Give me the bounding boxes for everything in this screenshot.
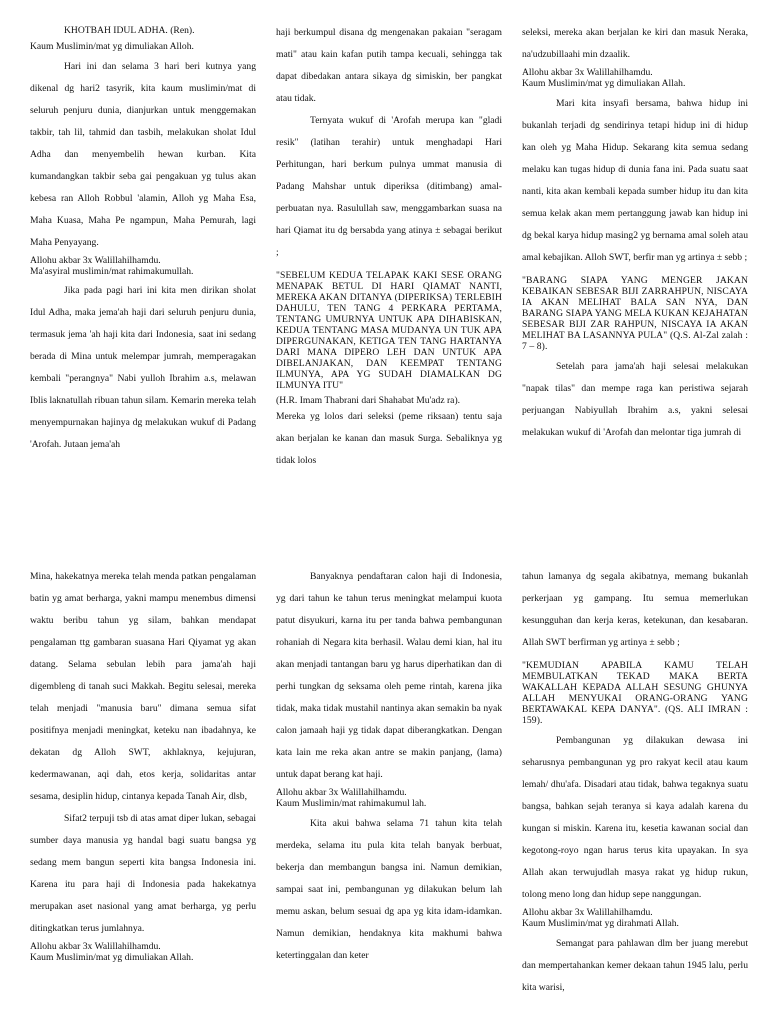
quoted-scripture: "SEBELUM KEDUA TELAPAK KAKI SESE ORANG MENAPAK BETUL DI HARI QIAMAT NANTI, MEREKA AKAN DITANYA (DIPERIKSA) TERLEBIH DAHULU, TEN TANG 4 PERKARA PERTAMA, TENTANG UMURNYA UNTUK APA DIHABISKAN, KEDUA TENTANG MASA MUDANYA UN TUK APA DIPERGUNAKAN, KETIGA TEN TANG HARTANYA DARI MANA DIPERO LEH DAN UNTUK APA DIBELANJAKAN, DAN KEEMPAT TENTANG ILMUNYA, APA YG SUDAH DIAMALKAN DG ILMUNYA ITU": [276, 270, 502, 391]
body-paragraph: Banyaknya pendaftaran calon haji di Indonesia, yg dari tahun ke tahun terus meningkat melampui kuota patut disyukuri, karna itu per tanda bahwa pembangunan rohaniah di Negara kita berhasil. Walau demi kian, hal itu akan menjadi tantangan baru yg harus diperhatikan dan di perhi tungkan dg seksama oleh peme rintah, karena jika tidak, maka tidak mustahil nantinya akan semakin ba nyak calon jamaah haji yg tidak dapat diberangkatkan. Dengan kata lain me reka akan antre se makin panjang, (lama) untuk dapat berang kat haji.: [276, 571, 502, 780]
page-bottom-section: [0, 566, 768, 1024]
body-paragraph-continued: Mina, hakekatnya mereka telah menda patkan pengalaman batin yg amat berharga, yakni mampu menembus dimensi waktu beribu tahun yg silam, bahkan mendapat pengalaman ttg gambaran suasana Hari Qiyamat yg akan datang. Selama sebulan lebih para jama'ah haji digembleng di tanah suci Makkah. Begitu selesai, mereka telah menjadi "manusia baru" dimana semua sifat positifnya menjadi meningkat, keteku nan ibadahnya, ke dekatan dg Alloh SWT, akhlaknya, kejujuran, kedermawanan, aqi dah, etos kerja, solidaritas antar sesama, desiplin hidup, cintanya kepada Tanah Air, dlsb,: [30, 571, 256, 802]
quoted-scripture: "KEMUDIAN APABILA KAMU TELAH MEMBULATKAN TEKAD MAKA BERTA WAKALLAH KEPADA ALLAH SESUNG GHUNYA ALLAH MENYUKAI ORANG-ORANG YANG BERTAWAKAL KEPA DANYA". (QS. ALI IMRAN : 159).: [522, 660, 748, 726]
body-paragraph-continued: seleksi, mereka akan berjalan ke kiri dan masuk Neraka, na'udzubillaahi min dzaalik.: [522, 27, 748, 60]
top-column-3: [522, 22, 748, 510]
salutation-line: Kaum Muslimin/mat yg dimuliakan Allah.: [522, 77, 686, 89]
salutation-line: Kaum Muslimin/mat rahimakumul lah.: [276, 797, 427, 809]
salutation-line: Allohu akbar 3x Walillahilhamdu.: [276, 787, 407, 798]
salutation-line: Allohu akbar 3x Walillahilhamdu.: [522, 67, 653, 78]
bottom-column-1: [30, 566, 256, 1024]
body-paragraph: Mari kita insyafi bersama, bahwa hidup ini bukanlah terjadi dg sendirinya tetapi hidup ini di hidup kan oleh yg Maha Hidup. Sekarang kita semua sedang melaku kan tugas hidup di dunia fana ini. Pada suatu saat nanti, kita akan kembali kepada sumber hidup itu dan kita semua kelak akan mem pertanggung jawab kan hidup ini dg bekal karya hidup masing2 yg bernama amal soleh atau amal kebajikan. Alloh SWT, berfir man yg artinya ± sebb ;: [522, 97, 748, 263]
body-paragraph: Kita akui bahwa selama 71 tahun kita telah merdeka, selama itu pula kita telah banyak berbuat, bekerja dan membangun bangsa ini. Namun demikian, sampai saat ini, pembangunan yg dilakukan belum lah memu askan, belum sesuai dg apa yg kita idam-idamkan. Namun demikian, hendaknya kita makhumi bahwa ketertinggalan dan keter: [276, 817, 502, 961]
body-paragraph: Semangat para pahlawan dlm ber juang merebut dan mempertahankan kemer dekaan tahun 1945 lalu, perlu kita warisi,: [522, 937, 748, 993]
hadith-reference: (H.R. Imam Thabrani dari Shahabat Mu'adz ra).: [276, 395, 461, 406]
salutation-line: Allohu akbar 3x Walillahilhamdu.: [522, 907, 653, 918]
bottom-column-3: [522, 566, 748, 1024]
body-paragraph-continued: tahun lamanya dg segala akibatnya, memang bukanlah perkerjaan yg gampang. Itu semua memerlukan kesungguhan dan kerja keras, ketekunan, dan kesabaran. Allah SWT berfirman yg artinya ± sebb ;: [522, 571, 748, 648]
salutation-line: Ma'asyiral muslimin/mat rahimakumullah.: [30, 265, 194, 277]
top-column-2: [276, 22, 502, 510]
body-paragraph: Setelah para jama'ah haji selesai melakukan "napak tilas" dan mempe raga kan peristiwa sejarah perjuangan Nabiyullah Ibrahim a.s, yakni selesai melakukan wukuf di 'Arofah dan melontar tiga jumrah di: [522, 360, 748, 438]
salutation-line: Kaum Muslimin/mat yg dimuliakan Allah.: [30, 951, 194, 963]
body-paragraph: Pembangunan yg dilakukan dewasa ini seharusnya pembangunan yg pro rakyat kecil atau kaum lemah/ dhu'afa. Disadari atau tidak, bahwa tegaknya suatu bangsa, bahkan sejah teranya si kaya adalah karena du kungan si miskin. Karena itu, kesetia kawanan social dan kegotong-royo ngan harus terus kita upayakan. In sya Allah akan terwujudlah masya rakat yg hidup rukun, tolong meno long dan hidup sepe nanggungan.: [522, 735, 748, 900]
body-paragraph: Hari ini dan selama 3 hari beri kutnya yang dikenal dg hari2 tasyrik, kita kaum muslimin/mat di seluruh penjuru dunia, dianjurkan untuk menggemakan takbir, tah lil, tahmid dan tasbih, melakukan sholat Idul Adha dan menyembelih hewan kurban. Kita kumandangkan takbir seba gai pengakuan yg tulus akan kebesa ran Alloh Robbul 'alamin, Alloh yg Maha Esa, Maha Kuasa, Maha Pe ngampun, Maha Pemurah, lagi Maha Penyayang.: [30, 60, 256, 248]
body-paragraph-continued: haji berkumpul disana dg mengenakan pakaian "seragam mati" atau kain kafan putih tampa kecuali, sehingga tak dapat dibedakan antara sikaya dg simiskin, ber pangkat atau tidak.: [276, 27, 502, 104]
salutation-line: Allohu akbar 3x Walillahilhamdu.: [30, 254, 161, 266]
body-paragraph: Sifat2 terpuji tsb di atas amat diper lukan, sebagai sumber daya manusia yg handal bagi suatu bangsa yg sedang mem bangun seperti kita bangsa Indonesia ini. Karena itu para haji di Indonesia pada hakekatnya merupakan aset nasional yang amat berharga, yg perlu ditingkatkan terus jumlahnya.: [30, 813, 256, 934]
top-column-1: [30, 22, 256, 510]
salutation-line: Allohu akbar 3x Walillahilhamdu.: [30, 941, 161, 952]
body-paragraph: Jika pada pagi hari ini kita men dirikan sholat Idul Adha, maka jema'ah haji dari seluruh penjuru dunia, termasuk jema 'ah haji kita dari Indonesia, saat ini sedang berada di Mina untuk melempar jumrah, memperagakan kembali "perangnya" Nabi yulloh Ibrahim a.s, melawan Iblis laknatullah ribuan tahun silam. Kemarin mereka telah menyempurnakan hajinya dg melakukan wukuf di Padang 'Arofah. Jutaan jema'ah: [30, 285, 256, 451]
body-paragraph-continued: Mereka yg lolos dari seleksi (peme riksaan) tentu saja akan berjalan ke kanan dan masuk Surga. Sebaliknya yg tidak lolos: [276, 411, 502, 466]
salutation-line: Kaum Muslimin/mat yg dirahmati Allah.: [522, 917, 679, 929]
document-title: KHOTBAH IDUL ADHA. (Ren).: [64, 25, 195, 36]
quoted-scripture: "BARANG SIAPA YANG MENGER JAKAN KEBAIKAN SEBESAR BIJI ZARRAHPUN, NISCAYA IA AKAN MELIHAT BALA SAN NYA, DAN BARANG SIAPA YANG MELA KUKAN KEJAHATAN SEBESAR BIJI ZAR RAHPUN, NISCAYA IA AKAN MELIHAT BA LASANNYA PULA" (Q.S. Al-Zal zalah : 7 – 8).: [522, 274, 748, 352]
page-top-section: [0, 22, 768, 510]
salutation-line: Kaum Muslimin/mat yg dimuliakan Alloh.: [30, 41, 194, 52]
bottom-column-2: [276, 566, 502, 1024]
body-paragraph: Ternyata wukuf di 'Arofah merupa kan "gladi resik" (latihan terahir) untuk menghadapi Hari Perhitungan, hari berkum pulnya ummat manusia di Padang Mahshar untuk diperiksa (ditimbang) amal-perbuatan nya. Rasulullah saw, menggambarkan suasa na hari Qiamat itu dg bersabda yang atinya ± sebagai berikut ;: [276, 115, 502, 258]
